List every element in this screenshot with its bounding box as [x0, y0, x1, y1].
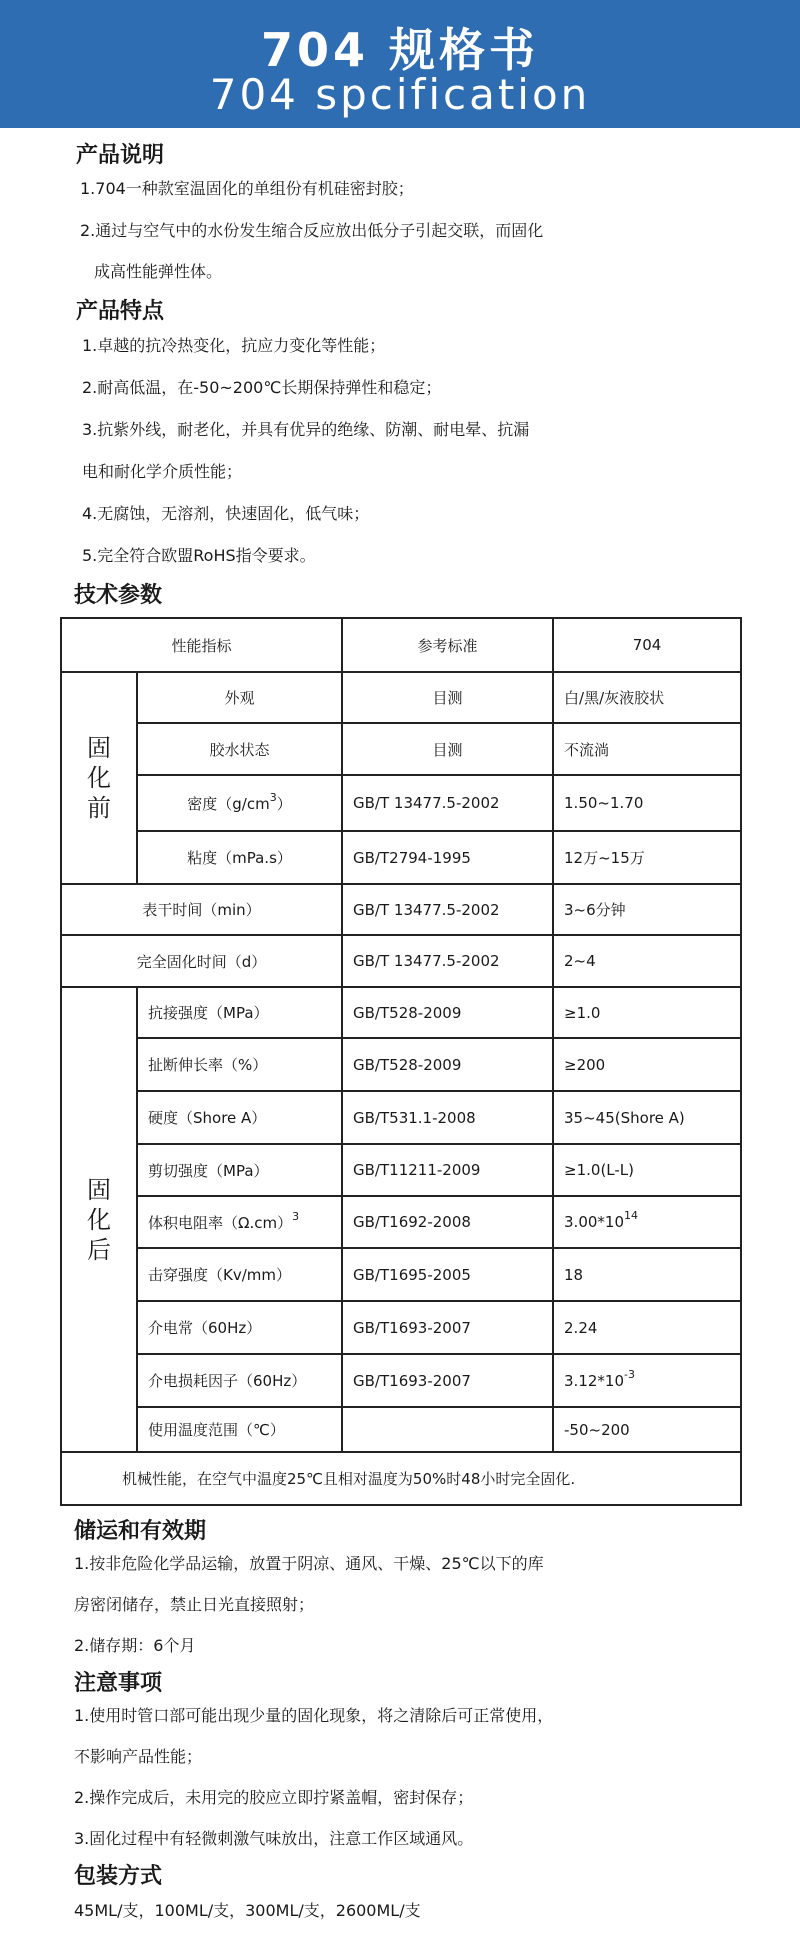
table-row	[61, 1301, 741, 1354]
val-cell: 1.50~1.70	[553, 775, 741, 831]
std-cell: GB/T1692-2008	[342, 1196, 553, 1248]
std-cell: GB/T528-2009	[342, 1038, 553, 1091]
after-curing-label: 固 化 后	[61, 987, 137, 1452]
prop-cell: 粘度（mPa.s）	[137, 831, 342, 884]
page-title: 704 规格书	[260, 23, 540, 77]
storage-line: 房密闭储存，禁止日光直接照射；	[74, 1595, 315, 1614]
std-cell: GB/T528-2009	[342, 987, 553, 1038]
header-val: 704	[553, 618, 741, 672]
table-row	[61, 1407, 741, 1452]
feature-line: 电和耐化学介质性能；	[82, 462, 243, 481]
std-cell	[342, 1407, 553, 1452]
table-row	[61, 1354, 741, 1407]
prop-cell: 扯断伸长率（%）	[137, 1038, 342, 1091]
table-row	[61, 831, 741, 884]
notes-line: 2.操作完成后，未用完的胶应立即拧紧盖帽，密封保存；	[74, 1788, 474, 1807]
table-row	[61, 884, 741, 935]
table-row	[61, 1038, 741, 1091]
notes-line: 不影响产品性能；	[74, 1747, 203, 1766]
table-row	[61, 935, 741, 987]
header-std: 参考标准	[342, 618, 553, 672]
section-title-notes: 注意事项	[74, 1671, 163, 1696]
section-title-tech-params: 技术参数	[74, 583, 163, 608]
section-title-features: 产品特点	[76, 299, 165, 324]
table-row	[61, 1091, 741, 1144]
prop-cell: 密度$(g/cm^3)$	[137, 775, 342, 831]
page-subtitle: 704 spcification	[209, 70, 591, 119]
spec-table	[60, 617, 742, 1506]
std-cell: 目测	[342, 723, 553, 775]
prop-cell: 使用温度范围（℃）	[137, 1407, 342, 1452]
prop-cell: 体积电阻率$(\Omega.cm)^3$	[137, 1196, 342, 1248]
val-cell: 2~4	[553, 935, 741, 987]
val-cell: ≥1.0	[553, 987, 741, 1038]
table-footer-note: 机械性能，在空气中温度25℃且相对温度为50%时48小时完全固化.	[61, 1452, 741, 1505]
prop-cell: 完全固化时间（d）	[61, 935, 342, 987]
val-cell: 35~45(Shore A)	[553, 1091, 741, 1144]
prop-cell: 硬度（Shore A）	[137, 1091, 342, 1144]
std-cell: GB/T531.1-2008	[342, 1091, 553, 1144]
notes-line: 3.固化过程中有轻微刺激气味放出，注意工作区域通风。	[74, 1829, 474, 1848]
feature-line: 1.卓越的抗冷热变化，抗应力变化等性能；	[82, 336, 386, 355]
table-row	[61, 1144, 741, 1196]
description-line: 2.通过与空气中的水份发生缩合反应放出低分子引起交联，而固化	[80, 221, 544, 240]
prop-cell: 外观	[137, 672, 342, 723]
table-row	[61, 1196, 741, 1248]
std-cell: GB/T 13477.5-2002	[342, 935, 553, 987]
std-cell: GB/T11211-2009	[342, 1144, 553, 1196]
storage-line: 2.储存期：6个月	[74, 1636, 196, 1655]
val-cell: ≥1.0(L-L)	[553, 1144, 741, 1196]
val-cell: 不流淌	[553, 723, 741, 775]
val-cell: $3.12*10^{-3}$	[553, 1354, 741, 1407]
prop-cell: 介电损耗因子（60Hz）	[137, 1354, 342, 1407]
table-row	[61, 723, 741, 775]
val-cell: ≥200	[553, 1038, 741, 1091]
val-cell: 3~6分钟	[553, 884, 741, 935]
std-cell: GB/T1693-2007	[342, 1354, 553, 1407]
std-cell: GB/T1695-2005	[342, 1248, 553, 1301]
val-cell: 白/黑/灰液胶状	[553, 672, 741, 723]
packaging-line: 45ML/支，100ML/支，300ML/支，2600ML/支	[74, 1901, 421, 1920]
feature-line: 3.抗紫外线，耐老化，并具有优异的绝缘、防潮、耐电晕、抗漏	[82, 420, 530, 439]
prop-cell: 抗接强度（MPa）	[137, 987, 342, 1038]
val-cell: 12万~15万	[553, 831, 741, 884]
std-cell: GB/T 13477.5-2002	[342, 775, 553, 831]
notes-line: 1.使用时管口部可能出现少量的固化现象，将之清除后可正常使用，	[74, 1706, 554, 1725]
section-title-storage: 储运和有效期	[74, 1519, 207, 1544]
table-row	[61, 672, 741, 723]
feature-line: 2.耐高低温，在-50~200℃长期保持弹性和稳定；	[82, 378, 442, 397]
table-row	[61, 775, 741, 831]
val-cell: 2.24	[553, 1301, 741, 1354]
feature-line: 4.无腐蚀，无溶剂，快速固化，低气味；	[82, 504, 370, 523]
description-line: 1.704一种款室温固化的单组份有机硅密封胶；	[80, 179, 414, 198]
header-prop: 性能指标	[61, 618, 342, 672]
std-cell: 目测	[342, 672, 553, 723]
prop-cell: 介电常（60Hz）	[137, 1301, 342, 1354]
before-curing-label: 固 化 前	[61, 672, 137, 884]
prop-cell: 胶水状态	[137, 723, 342, 775]
storage-line: 1.按非危险化学品运输，放置于阴凉、通风、干燥、25℃以下的库	[74, 1554, 544, 1573]
table-header-row	[61, 618, 741, 672]
prop-cell: 表干时间（min）	[61, 884, 342, 935]
std-cell: GB/T1693-2007	[342, 1301, 553, 1354]
prop-cell: 剪切强度（MPa）	[137, 1144, 342, 1196]
std-cell: GB/T2794-1995	[342, 831, 553, 884]
feature-line: 5.完全符合欧盟RoHS指令要求。	[82, 546, 316, 565]
section-title-description: 产品说明	[76, 143, 165, 168]
std-cell: GB/T 13477.5-2002	[342, 884, 553, 935]
description-line: 成高性能弹性体。	[94, 262, 223, 281]
val-cell: -50~200	[553, 1407, 741, 1452]
val-cell: 18	[553, 1248, 741, 1301]
section-title-packaging: 包装方式	[74, 1864, 163, 1889]
prop-cell: 击穿强度（Kv/mm）	[137, 1248, 342, 1301]
table-row	[61, 987, 741, 1038]
header-banner	[0, 0, 800, 128]
val-cell: $3.00*10^{14}$	[553, 1196, 741, 1248]
table-row	[61, 1248, 741, 1301]
table-footer-row	[61, 1452, 741, 1505]
